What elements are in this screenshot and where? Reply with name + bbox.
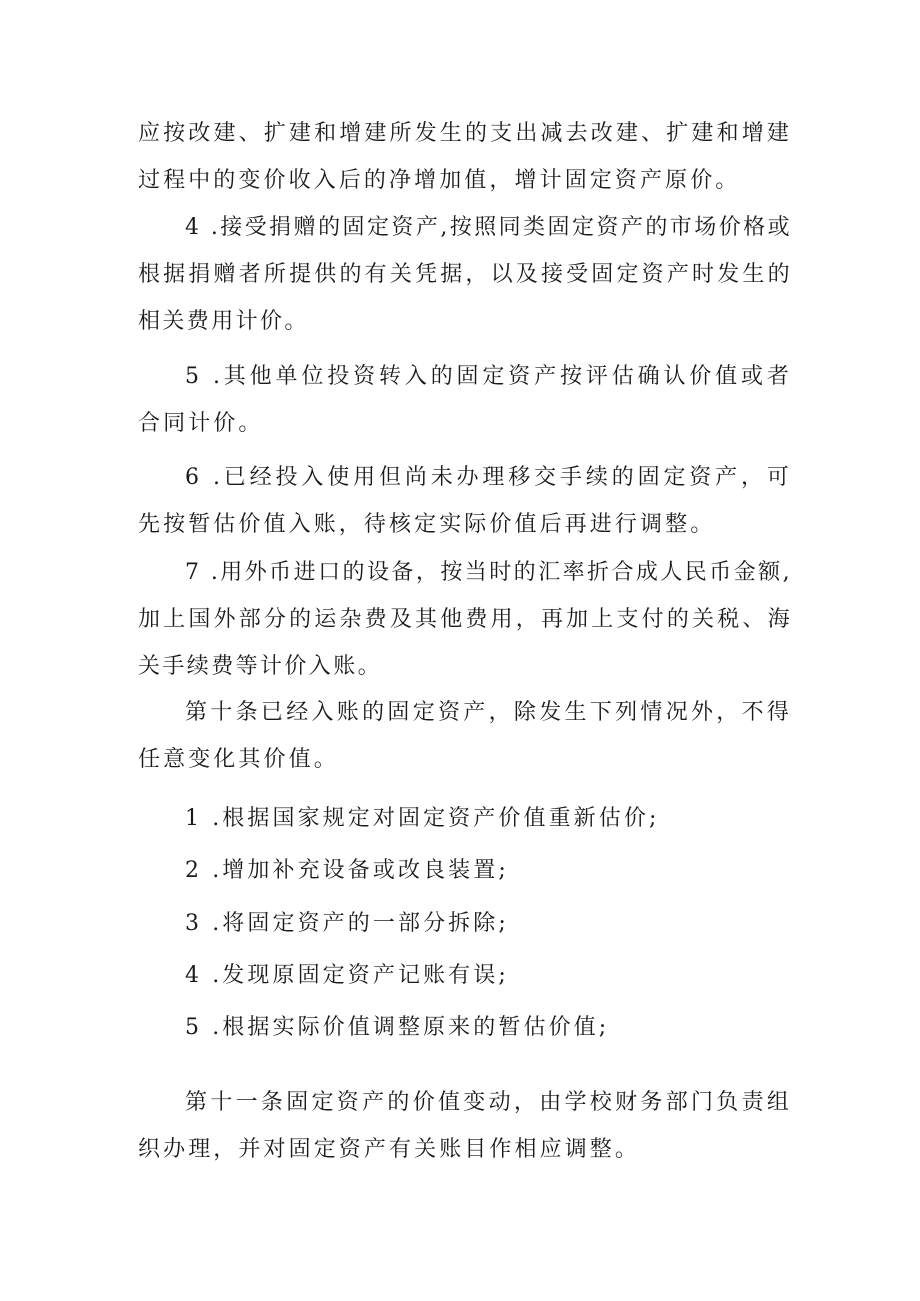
paragraph-list-item-2: 2 .增加补充设备或改良装置;	[185, 858, 509, 883]
paragraph-list-item-1: 1 .根据国家规定对固定资产价值重新估价;	[185, 806, 660, 831]
paragraph-list-item-5: 5 .根据实际价值调整原来的暂估价值;	[185, 1015, 610, 1040]
paragraph-article-10: 第十条已经入账的固定资产，除发生下列情况外，不得任意变化其价值。	[138, 700, 792, 772]
paragraph-list-item-4: 4 .发现原固定资产记账有误;	[185, 963, 509, 988]
paragraph-continuation: 应按改建、扩建和增建所发生的支出减去改建、扩建和增建过程中的变价收入后的净增加值，增计固定资产原价。	[138, 121, 792, 193]
paragraph-item-6-unsettled-assets: 6 .已经投入使用但尚未办理移交手续的固定资产，可先按暂估价值入账，待核定实际价值后再进行调整。	[138, 465, 792, 537]
paragraph-list-item-3: 3 .将固定资产的一部分拆除;	[185, 911, 509, 936]
paragraph-article-11: 第十一条固定资产的价值变动，由学校财务部门负责组织办理，并对固定资产有关账目作相应调整。	[138, 1090, 792, 1162]
paragraph-item-5-investment-assets: 5 .其他单位投资转入的固定资产按评估确认价值或者合同计价。	[138, 364, 792, 436]
paragraph-item-7-imported-equipment: 7 .用外币进口的设备，按当时的汇率折合成人民币金额,加上国外部分的运杂费及其他费用，再加上支付的关税、海关手续费等计价入账。	[138, 560, 792, 679]
paragraph-item-4-donated-assets: 4 .接受捐赠的固定资产,按照同类固定资产的市场价格或根据捐赠者所提供的有关凭据，以及接受固定资产时发生的相关费用计价。	[138, 215, 792, 334]
